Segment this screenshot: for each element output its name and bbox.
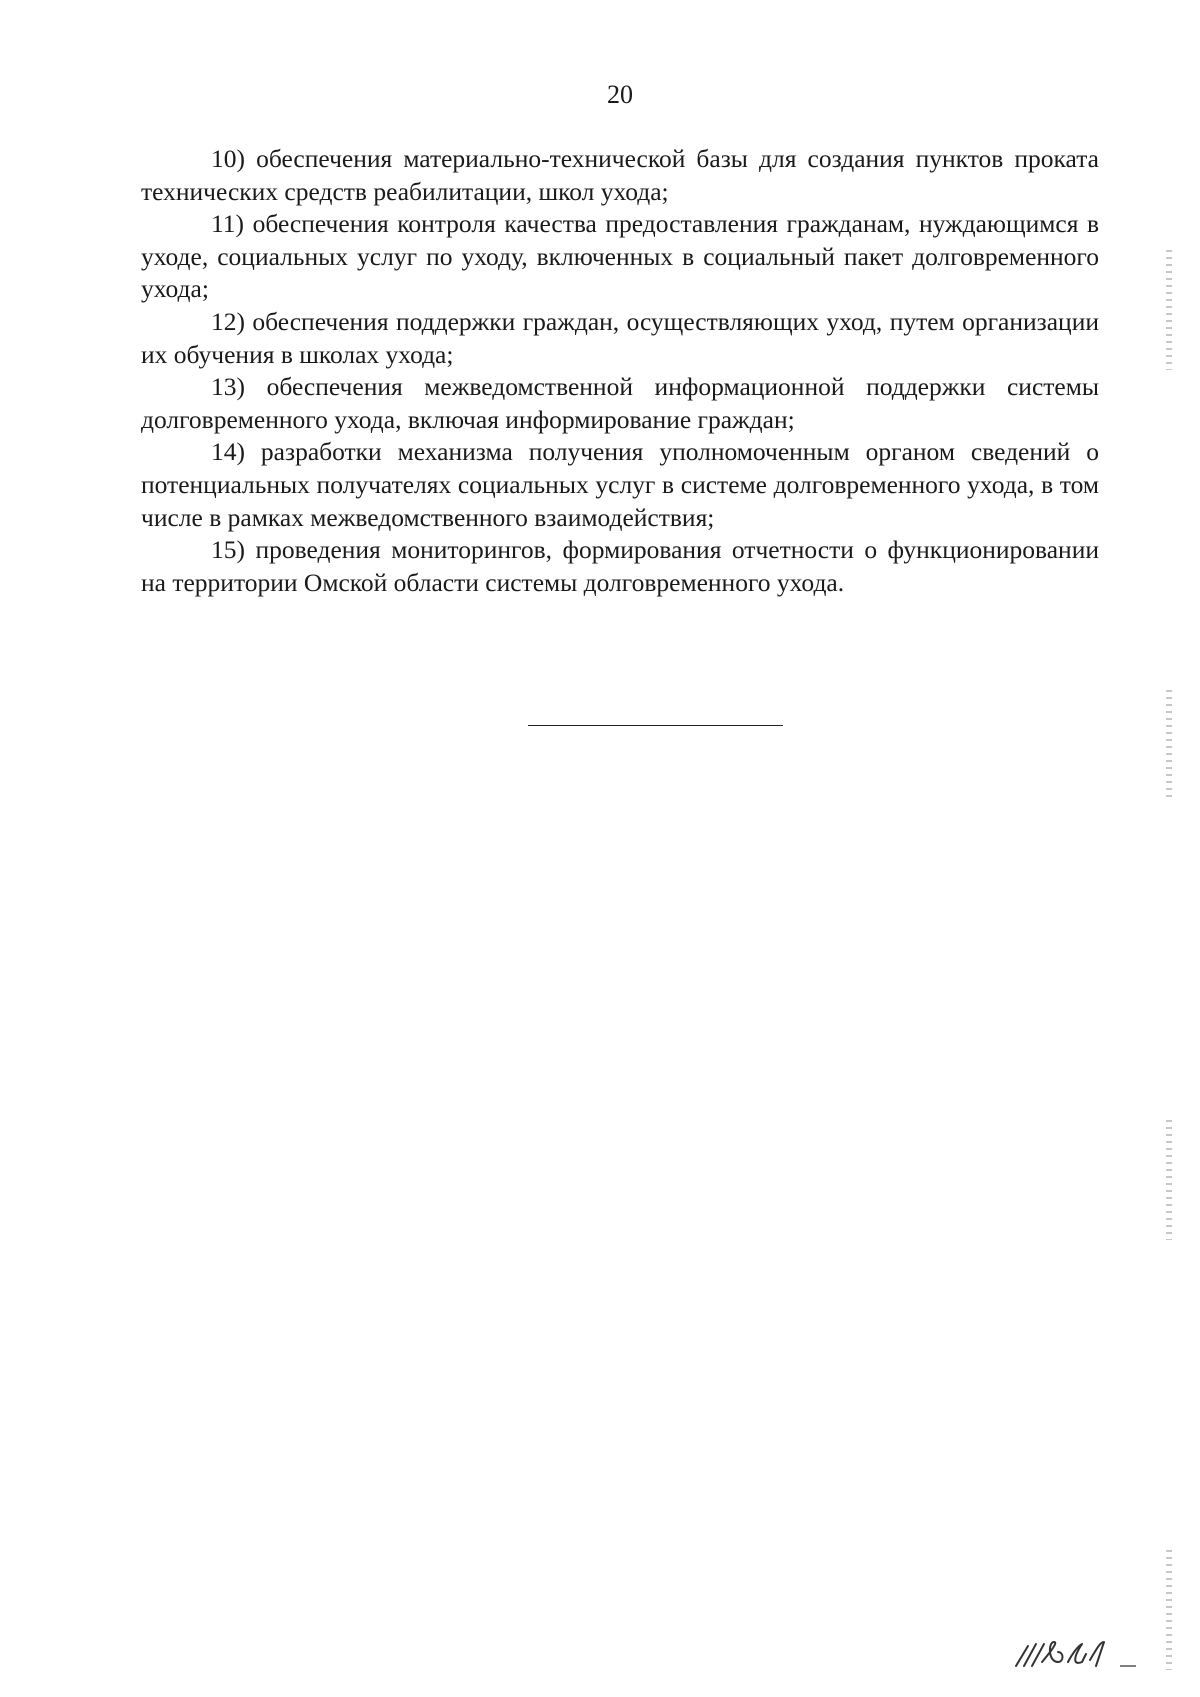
scan-margin-marks: [1166, 250, 1172, 370]
page-number: 20: [607, 80, 633, 109]
scan-margin-marks: [1166, 1550, 1172, 1670]
document-body: [141, 143, 1099, 599]
handwritten-signature: [1012, 1632, 1142, 1672]
list-item-12: 12) обеспечения поддержки граждан, осуществляющих уход, путем организации их обучения в школах ухода;: [141, 306, 1099, 369]
list-item-11: 11) обеспечения контроля качества предоставления гражданам, нуждающимся в уходе, социальных услуг по уходу, включенных в социальный пакет долговременного ухода;: [141, 209, 1099, 304]
list-item-13: 13) обеспечения межведомственной информационной поддержки системы долговременного ухода, включая информирование граждан;: [141, 372, 1099, 434]
scan-margin-marks: [1166, 1120, 1172, 1240]
list-item-10: 10) обеспечения материально-технической базы для создания пунктов проката технических средств реабилитации, школ ухода;: [141, 144, 1099, 206]
end-separator-line: [528, 725, 783, 726]
scan-margin-marks: [1166, 690, 1172, 800]
list-item-15: 15) проведения мониторингов, формирования отчетности о функционировании на территории Омской области системы долговременного ухода.: [141, 535, 1099, 597]
list-item-14: 14) разработки механизма получения уполномоченным органом сведений о потенциальных получателях социальных услуг в системе долговременного ухода, в том числе в рамках межведомственного взаимодействия;: [141, 437, 1099, 532]
